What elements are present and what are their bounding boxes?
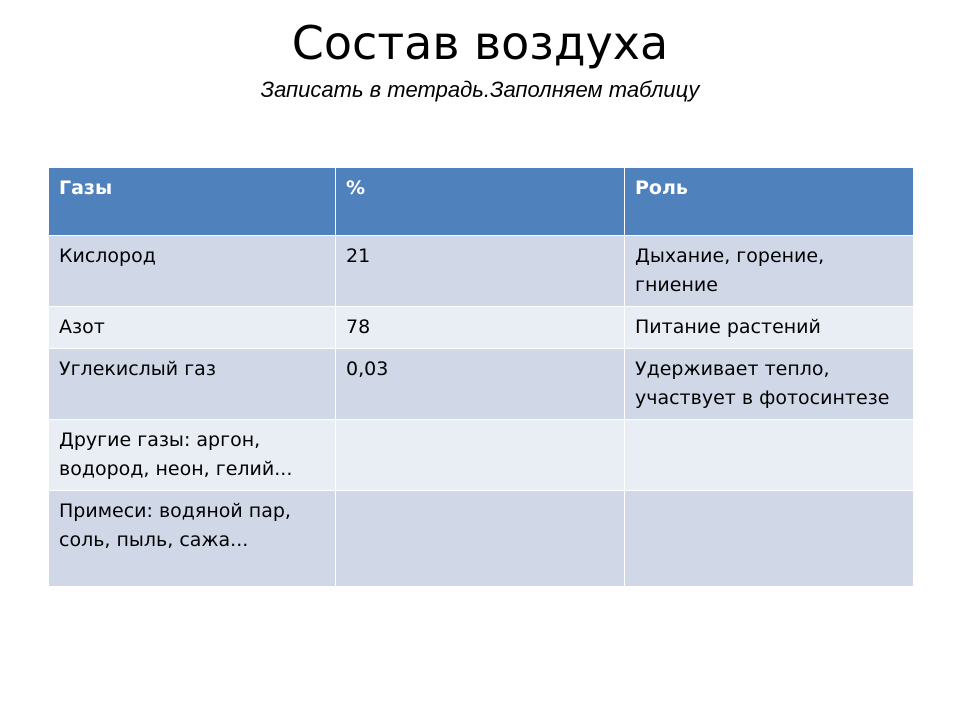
header-gases: Газы	[49, 168, 336, 236]
air-composition-table	[48, 167, 914, 587]
cell-gas: Азот	[49, 307, 336, 349]
table-header-row	[49, 168, 914, 236]
table-row	[49, 420, 914, 491]
cell-percent	[336, 491, 625, 587]
cell-gas: Углекислый газ	[49, 349, 336, 420]
table-row	[49, 236, 914, 307]
air-composition-table-wrapper	[48, 167, 913, 587]
cell-role	[625, 420, 914, 491]
cell-percent	[336, 420, 625, 491]
cell-gas: Примеси: водяной пар, соль, пыль, сажа...	[49, 491, 336, 587]
cell-gas: Другие газы: аргон, водород, неон, гелий...	[49, 420, 336, 491]
cell-role	[625, 491, 914, 587]
table-row	[49, 307, 914, 349]
slide-subtitle: Записать в тетрадь.Заполняем таблицу	[260, 77, 700, 102]
cell-gas: Кислород	[49, 236, 336, 307]
cell-percent: 0,03	[336, 349, 625, 420]
cell-percent: 78	[336, 307, 625, 349]
table-row	[49, 349, 914, 420]
cell-role: Дыхание, горение, гниение	[625, 236, 914, 307]
cell-percent: 21	[336, 236, 625, 307]
header-role: Роль	[625, 168, 914, 236]
table-row	[49, 491, 914, 587]
header-percent: %	[336, 168, 625, 236]
cell-role: Питание растений	[625, 307, 914, 349]
cell-role: Удерживает тепло, участвует в фотосинтезе	[625, 349, 914, 420]
slide-title: Состав воздуха	[291, 16, 669, 70]
